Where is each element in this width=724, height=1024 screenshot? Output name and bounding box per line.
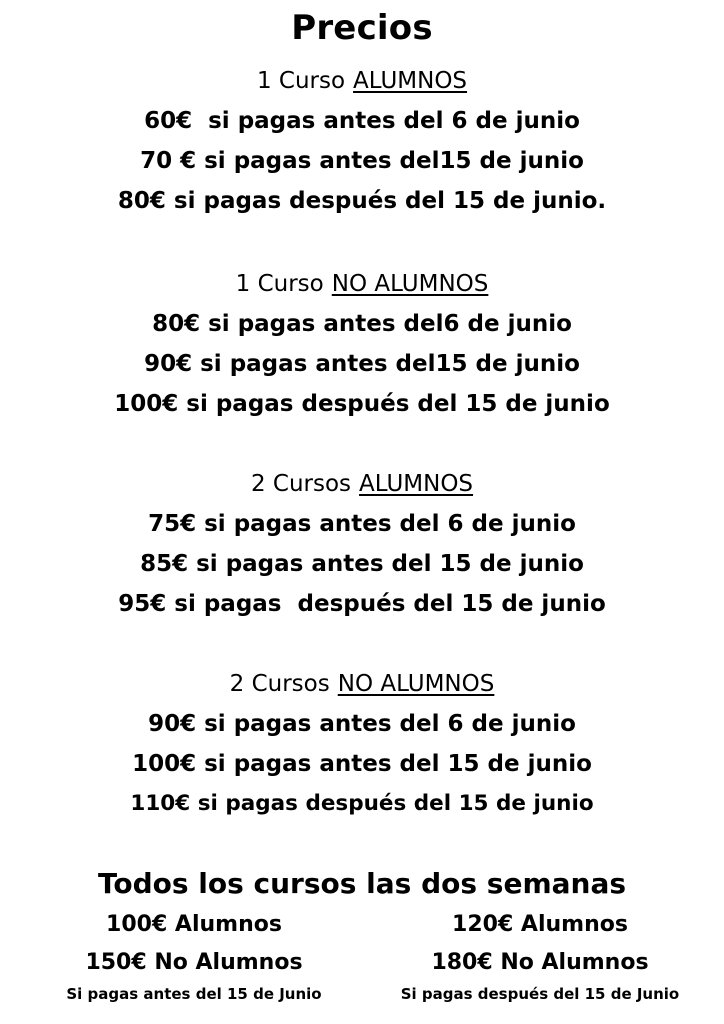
price-line: 110€ si pagas después del 15 de junio — [130, 791, 594, 816]
all-courses-non-students-price: 180€ No Alumnos — [431, 950, 649, 975]
price-line: 95€ si pagas después del 15 de junio — [118, 591, 606, 617]
section-heading-prefix: 1 Curso — [256, 68, 346, 94]
price-line: 90€ si pagas antes del15 de junio — [144, 351, 580, 377]
section-heading-group: ALUMNOS — [359, 471, 474, 497]
section-heading — [0, 664, 724, 704]
section-heading — [0, 264, 724, 304]
price-line: 85€ si pagas antes del 15 de junio — [140, 551, 584, 577]
section-heading-prefix: 1 Curso — [235, 271, 324, 297]
price-section-1-curso-no-alumnos — [0, 264, 724, 424]
price-line: 80€ si pagas después del 15 de junio. — [117, 188, 607, 214]
all-courses-non-students-price: 150€ No Alumnos — [85, 950, 303, 975]
all-courses-payment-note: Si pagas después del 15 de Junio — [400, 985, 680, 1003]
all-courses-students-price: 100€ Alumnos — [106, 912, 282, 937]
section-heading-group: NO ALUMNOS — [337, 671, 495, 697]
price-line: 100€ si pagas antes del 15 de junio — [132, 751, 592, 777]
section-heading — [0, 464, 724, 504]
price-line: 75€ si pagas antes del 6 de junio — [148, 511, 576, 537]
section-heading-prefix: 2 Cursos — [250, 471, 352, 497]
price-line: 100€ si pagas después del 15 de junio — [114, 391, 610, 417]
section-heading — [0, 61, 724, 101]
price-section-2-cursos-no-alumnos — [0, 664, 724, 824]
page-title: Precios — [291, 8, 433, 48]
section-heading-group: NO ALUMNOS — [331, 271, 489, 297]
price-section-2-cursos-alumnos — [0, 464, 724, 624]
price-line: 60€ si pagas antes del 6 de junio — [144, 108, 580, 134]
section-heading-group: ALUMNOS — [353, 68, 468, 94]
section-heading-prefix: 2 Cursos — [229, 671, 330, 697]
price-line: 90€ si pagas antes del 6 de junio — [148, 711, 576, 737]
all-courses-late-column — [380, 906, 700, 1006]
price-line: 70 € si pagas antes del15 de junio — [140, 148, 584, 174]
price-line: 80€ si pagas antes del6 de junio — [152, 311, 572, 337]
price-section-1-curso-alumnos — [0, 61, 724, 221]
all-courses-payment-note: Si pagas antes del 15 de Junio — [66, 985, 322, 1003]
all-courses-early-column — [44, 906, 344, 1006]
all-courses-title: Todos los cursos las dos semanas — [97, 867, 627, 900]
all-courses-students-price: 120€ Alumnos — [452, 912, 628, 937]
